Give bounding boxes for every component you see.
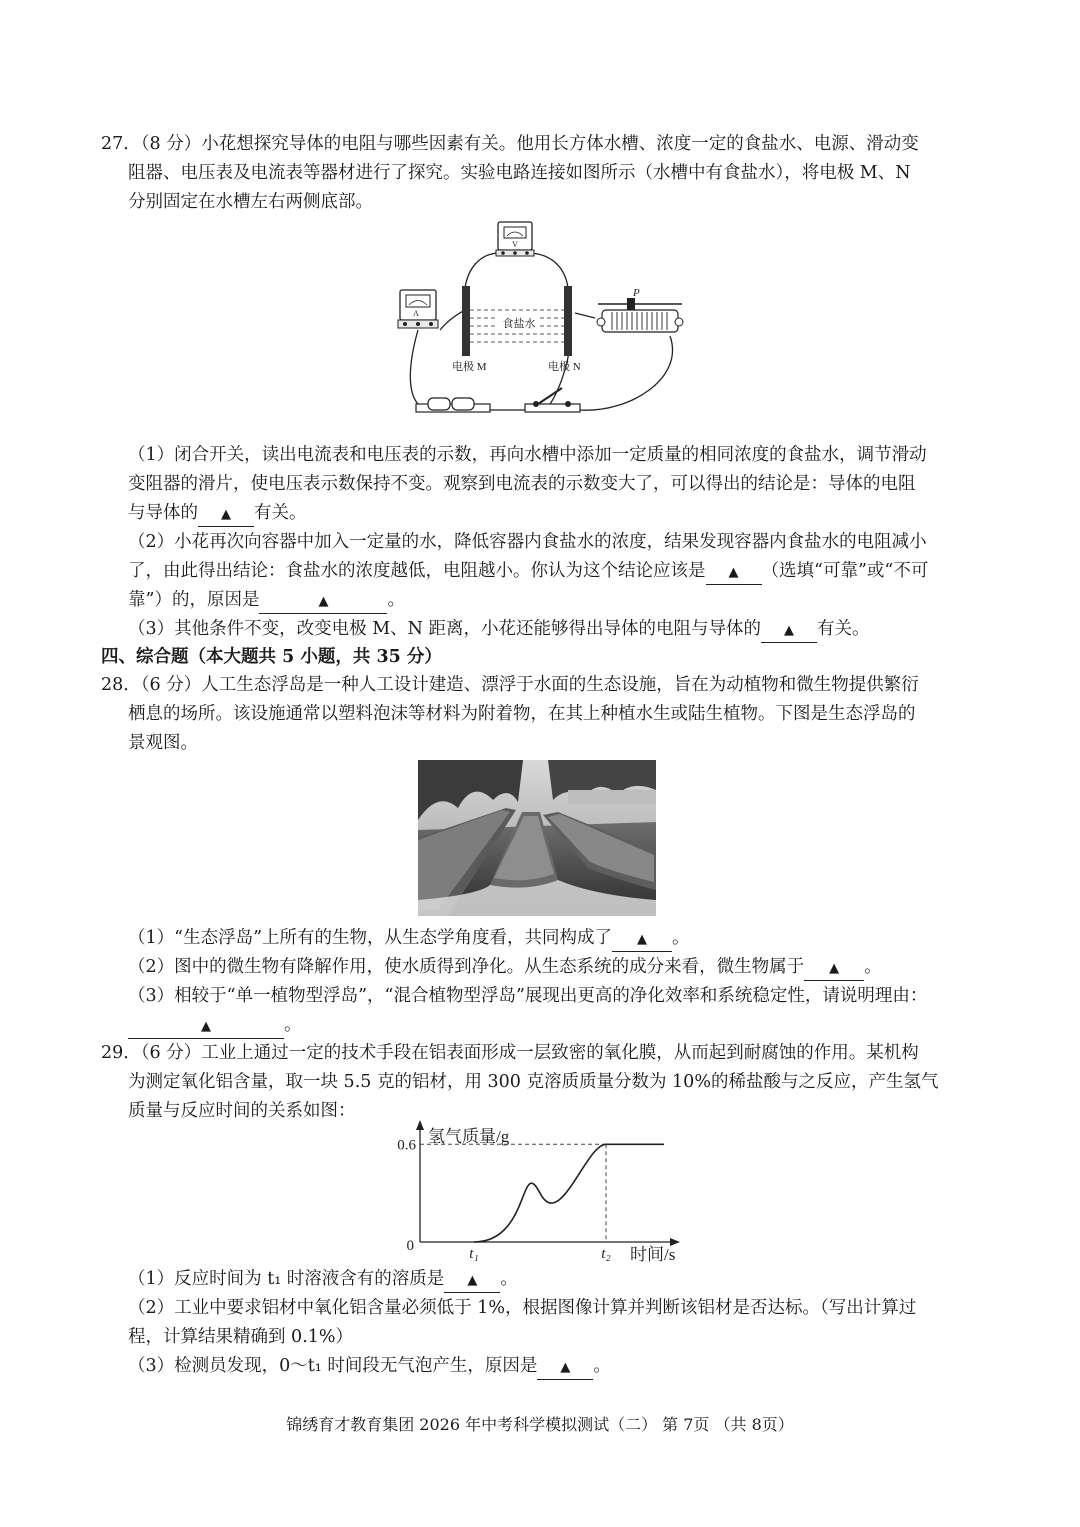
- q28-sub3-line1: （3）相较于“单一植物型浮岛”，“混合植物型浮岛”展现出更高的净化效率和系统稳定性，请说明理由：: [128, 986, 928, 1006]
- answer-blank[interactable]: ▲: [761, 620, 817, 643]
- y-axis-arrow: [416, 1120, 424, 1130]
- electrode-n-label: 电极 N: [548, 361, 581, 373]
- ammeter-label: A: [413, 309, 419, 318]
- origin-label: 0: [406, 1238, 414, 1254]
- y-tick-label: 0.6: [397, 1137, 416, 1154]
- slider-label: P: [633, 287, 640, 299]
- q29-intro-line1: 29．（6 分）工业上通过一定的技术手段在铝表面形成一层致密的氧化膜，从而起到耐腐蚀的作用。某机构: [101, 1043, 919, 1063]
- answer-blank[interactable]: ▲: [444, 1270, 500, 1293]
- q27-sub2-line2: 了，由此得出结论：食盐水的浓度越低，电阻越小。你认为这个结论应该是 ▲ （选填“可靠”或“不可: [101, 557, 1013, 586]
- q27-sub3: （3）其他条件不变，改变电极 M、N 距离，小花还能够得出导体的电阻与导体的 ▲ 有关。: [128, 615, 988, 644]
- answer-blank[interactable]: ▲: [706, 562, 762, 585]
- answer-blank[interactable]: ▲: [804, 958, 864, 981]
- answer-blank[interactable]: ▲: [198, 504, 254, 527]
- x-tick-label: t₁: [469, 1246, 479, 1262]
- q27-sub2-line1: （2）小花再次向容器中加入一定量的水，降低容器内食盐水的浓度，结果发现容器内食盐水的电阻减小: [128, 532, 927, 552]
- q28-intro-line1: 28．（6 分）人工生态浮岛是一种人工设计建造、漂浮于水面的生态设施，旨在为动植物和微生物提供繁衍: [101, 675, 919, 695]
- voltmeter-label: V: [512, 240, 518, 249]
- q27-sub1-line1: （1）闭合开关，读出电流表和电压表的示数，再向水槽中添加一定质量的相同浓度的食盐水，调节滑动: [128, 445, 927, 465]
- q29-sub2-line1: （2）工业中要求铝材中氧化铝含量必须低于 1%，根据图像计算并判断该铝材是否达标。（写出计算过: [128, 1298, 917, 1318]
- q29-sub1: （1）反应时间为 t₁ 时溶液含有的溶质是 ▲ 。: [128, 1265, 988, 1294]
- voltmeter: [496, 222, 534, 256]
- answer-blank[interactable]: ▲: [537, 1357, 593, 1380]
- battery: [416, 398, 490, 412]
- answer-blank[interactable]: ▲: [612, 929, 672, 952]
- q28-sub3-line2: ▲ 。: [101, 1011, 1013, 1040]
- q28-intro-line3: 景观图。: [128, 733, 198, 753]
- rheostat: [597, 287, 683, 332]
- q29-intro-line3: 质量与反应时间的关系如图：: [128, 1101, 356, 1121]
- q27-sub2-line3: 靠”）的，原因是 ▲ 。: [101, 586, 1013, 615]
- q29-intro-line2: 为测定氧化铝含量，取一块 5.5 克的铝材，用 300 克溶质质量分数为 10%的稀盐酸与之反应，产生氢气: [128, 1072, 939, 1092]
- floating-island-photo: [418, 760, 656, 916]
- page-footer: 锦绣育才教育集团 2026 年中考科学模拟测试（二） 第 7页 （共 8页）: [286, 1415, 794, 1434]
- q27-intro-line2: 阻器、电压表及电流表等器材进行了探究。实验电路连接如图所示（水槽中有食盐水），将电极 M、N: [128, 163, 911, 183]
- answer-blank[interactable]: ▲: [259, 591, 387, 614]
- ammeter: [398, 290, 438, 328]
- circuit-diagram: [390, 218, 690, 424]
- q29-sub3: （3）检测员发现，0～t₁ 时间段无气泡产生，原因是 ▲ 。: [128, 1352, 988, 1381]
- q27-sub1-line3: 与导体的 ▲ 有关。: [101, 499, 1013, 528]
- water-tank: [462, 286, 572, 356]
- section-heading: 四、综合题（本大题共 5 小题，共 35 分）: [101, 647, 442, 667]
- q27-intro-line3: 分别固定在水槽左右两侧底部。: [128, 192, 373, 212]
- tank-label: 食盐水: [502, 318, 536, 330]
- electrode-m-label: 电极 M: [452, 361, 487, 373]
- x-axis-label: 时间/s: [630, 1245, 676, 1262]
- answer-blank[interactable]: ▲: [128, 1016, 284, 1039]
- series-line: [474, 1144, 664, 1242]
- q27-sub1-line2: 变阻器的滑片，使电压表示数保持不变。观察到电流表的示数变大了，可以得出的结论是：导体的电阻: [128, 474, 916, 494]
- x-tick-label: t₂: [601, 1246, 611, 1262]
- y-axis-label: 氢气质量/g: [428, 1127, 510, 1146]
- q28-sub2: （2）图中的微生物有降解作用，使水质得到净化。从生态系统的成分来看，微生物属于 ▲ 。: [128, 953, 988, 982]
- q28-sub1: （1）“生态浮岛”上所有的生物，从生态学角度看，共同构成了 ▲ 。: [128, 924, 988, 953]
- hydrogen-chart: [384, 1120, 704, 1262]
- q29-sub2-line2: 程，计算结果精确到 0.1%）: [128, 1327, 354, 1347]
- q27-intro-line1: 27．（8 分）小花想探究导体的电阻与哪些因素有关。他用长方体水槽、浓度一定的食盐水、电源、滑动变: [101, 134, 919, 154]
- q28-intro-line2: 栖息的场所。该设施通常以塑料泡沫等材料为附着物，在其上种植水生或陆生植物。下图是生态浮岛的: [128, 704, 916, 724]
